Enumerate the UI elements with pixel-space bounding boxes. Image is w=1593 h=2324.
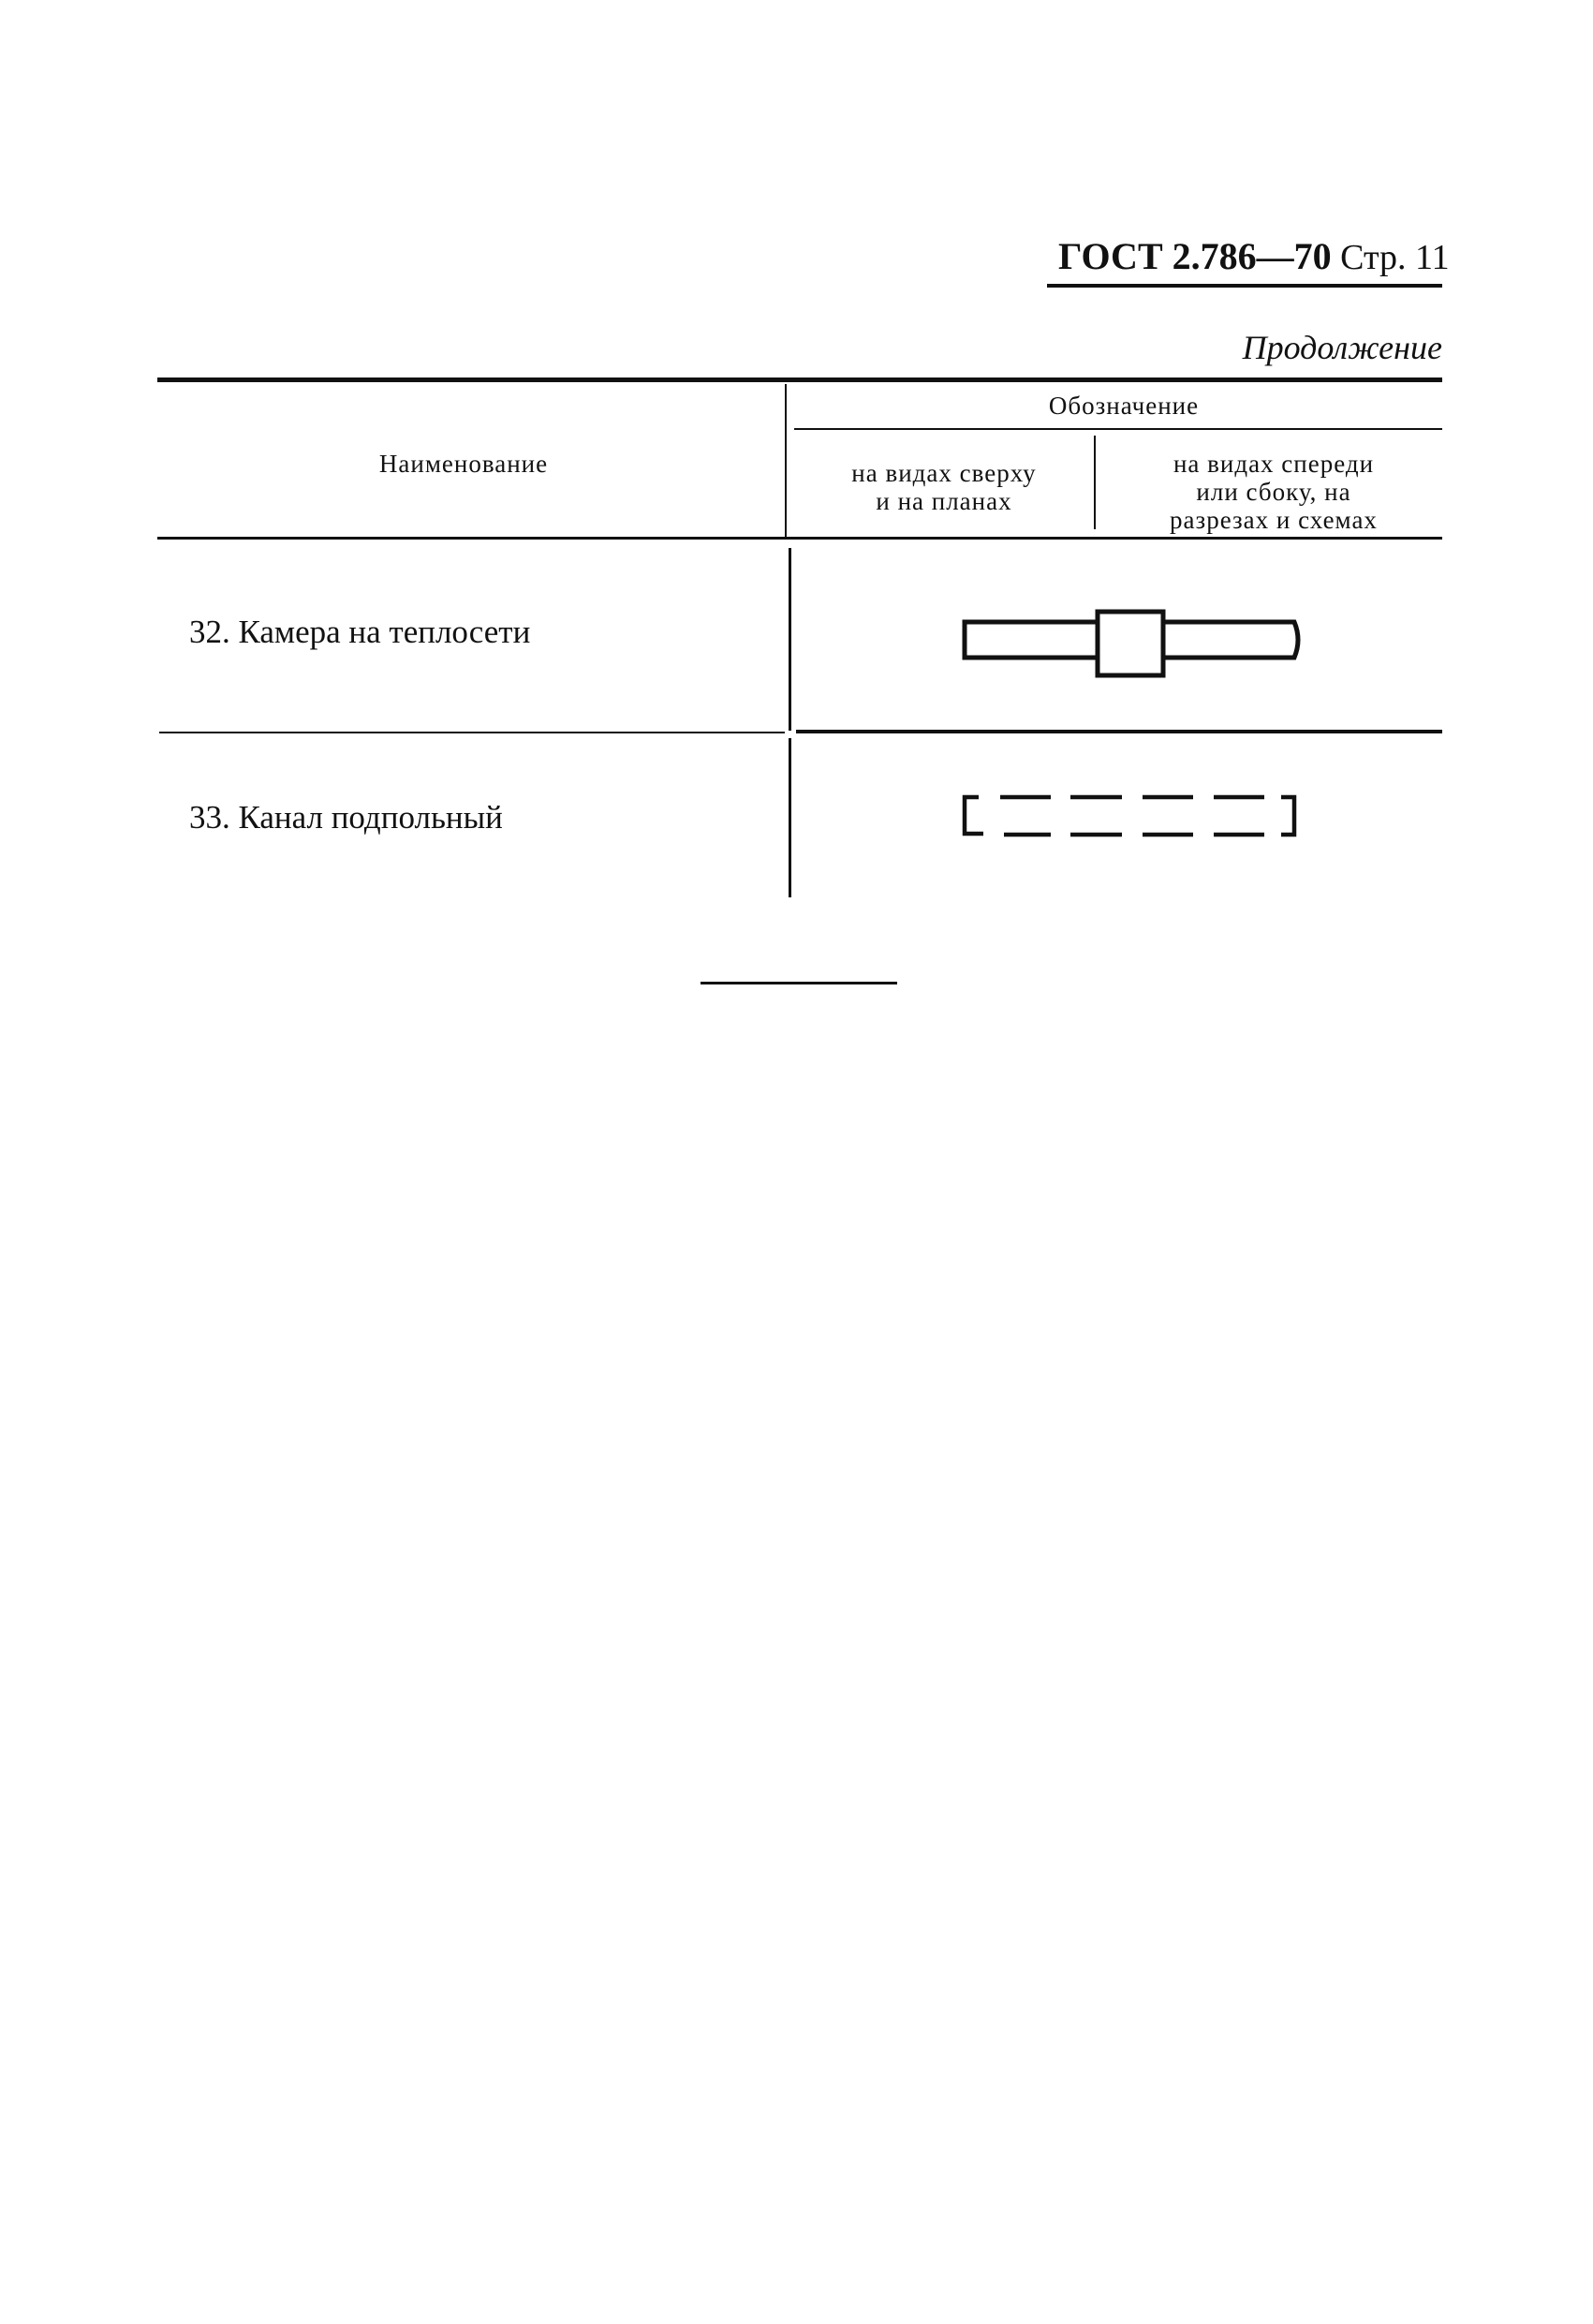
top-view-line-1: на видах сверху: [851, 459, 1037, 487]
front-view-line-3: разрезах и схемах: [1170, 506, 1378, 534]
designation-subheader-rule: [794, 428, 1442, 430]
row-separator-right: [796, 730, 1442, 733]
table-header-rule: [157, 537, 1442, 540]
front-view-line-1: на видах спереди: [1173, 450, 1375, 478]
front-view-subheader: [1105, 450, 1442, 534]
end-of-table-rule: [701, 982, 897, 984]
underfloor-channel-symbol: [946, 782, 1320, 857]
row-separator-left: [159, 732, 785, 733]
table-row-name-32: 32. Камера на теплосети: [189, 614, 531, 650]
heating-chamber-symbol: [946, 600, 1320, 693]
designation-column-header: Обозначение: [1048, 392, 1200, 420]
row-33-column-divider: [789, 738, 791, 897]
page-number: Стр. 11: [1340, 238, 1450, 277]
column-divider: [785, 384, 787, 537]
name-column-header: Наименование: [378, 450, 549, 478]
table-row-name-33: 33. Канал подпольный: [189, 799, 503, 836]
front-view-line-2: или сбоку, на: [1196, 478, 1351, 506]
top-view-line-2: и на планах: [876, 487, 1012, 515]
table-top-rule: [157, 377, 1442, 382]
document-code: ГОСТ 2.786—70: [1058, 235, 1332, 277]
page-header: [1058, 234, 1450, 278]
continuation-label: Продолжение: [1242, 329, 1442, 366]
subcolumn-divider: [1094, 436, 1096, 529]
row-32-column-divider: [789, 548, 791, 731]
header-underline: [1047, 284, 1442, 288]
top-view-subheader: [804, 459, 1084, 515]
